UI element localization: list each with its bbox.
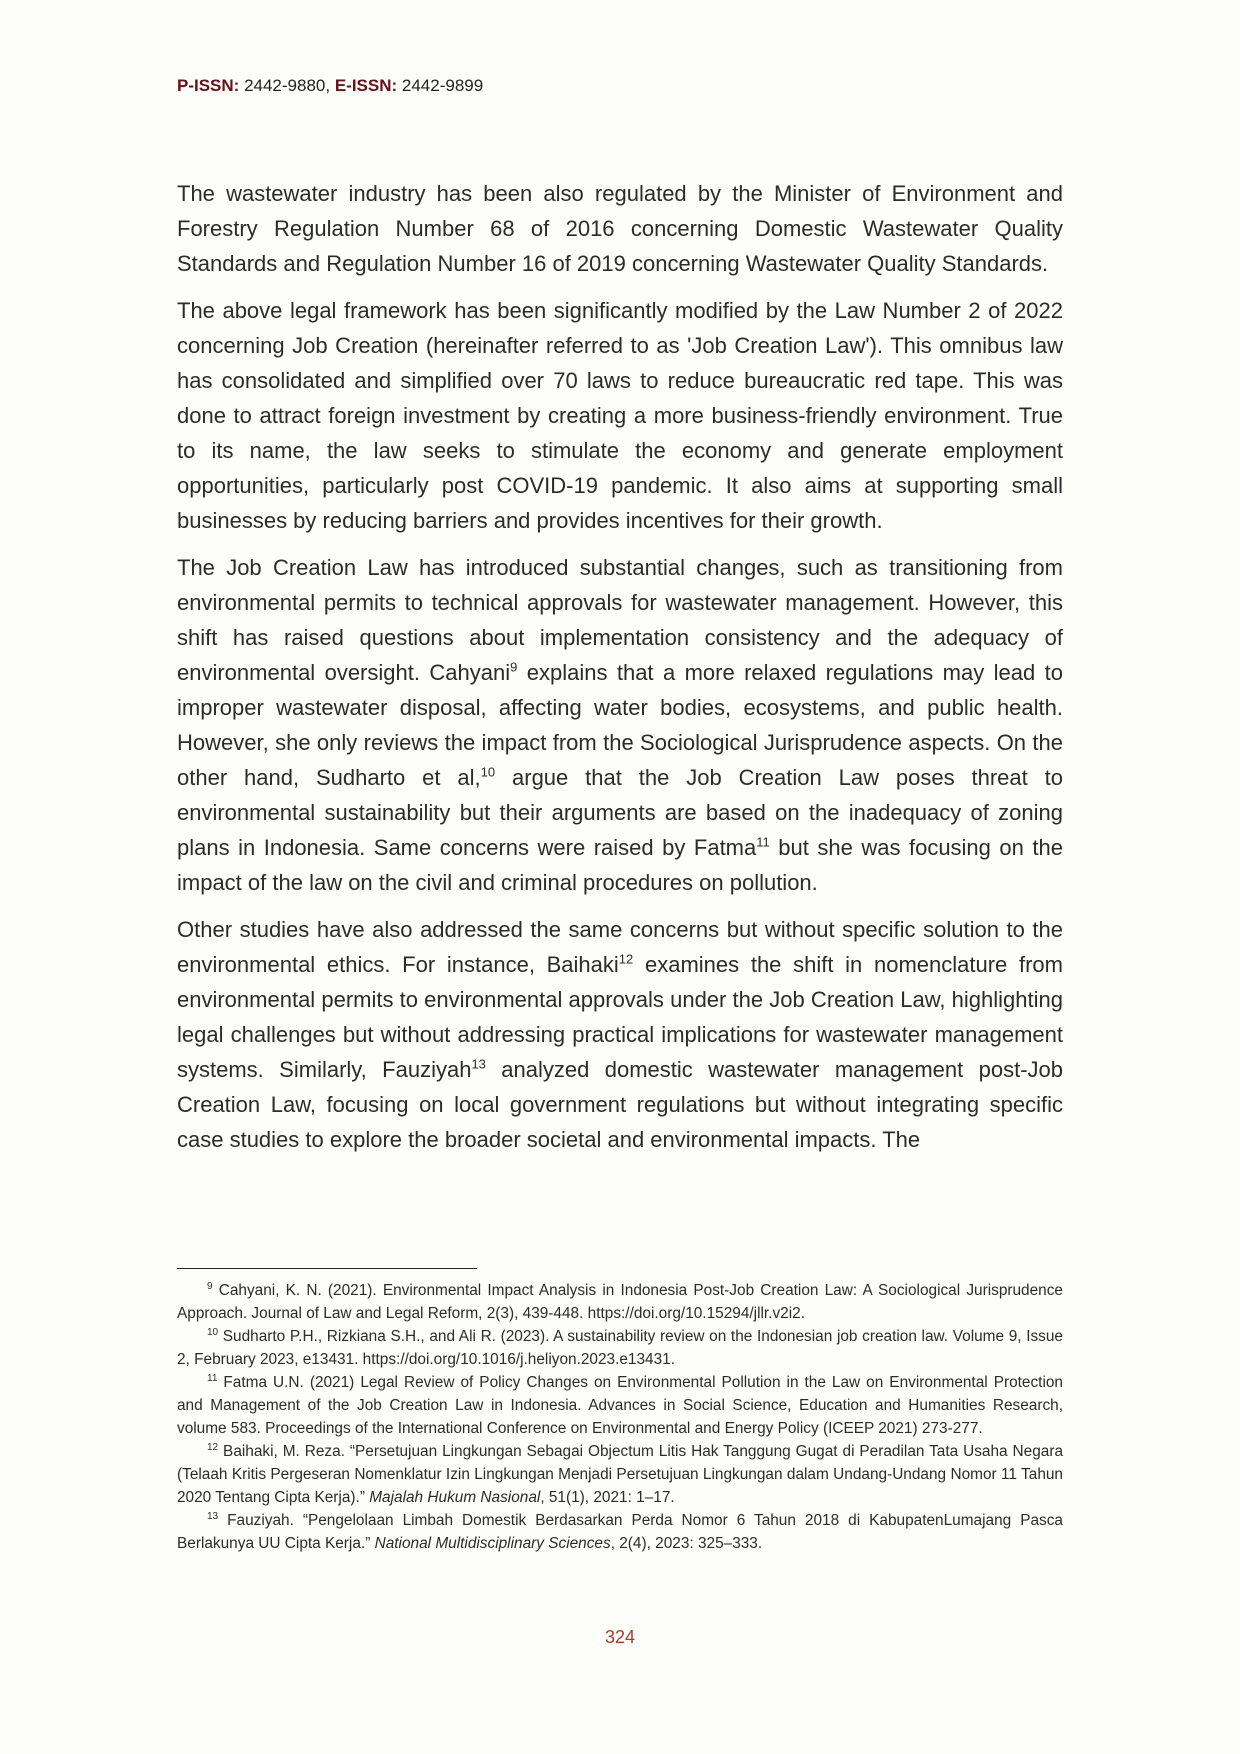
journal-title: National Multidisciplinary Sciences	[374, 1535, 611, 1552]
paragraph-4-part-c: analyzed domestic wastewater management post-Job Creation Law, focusing on local government regulations but without integrating specific case studies to explore the broader societal and environmental impacts. The	[177, 1057, 1064, 1152]
issn-header	[177, 76, 483, 96]
footnote-11	[177, 1371, 1063, 1440]
eissn-value: 2442-9899	[397, 76, 484, 95]
paragraph-3-part-c: argue that the Job Creation Law poses threat to environmental sustainability but their arguments are based on the inadequacy of zoning plans in Indonesia. Same concerns were raised by Fatma	[177, 765, 1063, 860]
footnote-ref-13[interactable]: 13	[471, 1056, 486, 1072]
paragraph-4-part-a: Other studies have also addressed the same concerns but without specific solution to the environmental ethics. For instance, Baihaki	[177, 917, 1063, 977]
footnotes	[177, 1279, 1063, 1555]
paragraph-4	[177, 912, 1063, 1157]
footnote-12	[177, 1440, 1063, 1509]
footnote-text: Fatma U.N. (2021) Legal Review of Policy Changes on Environmental Pollution in the Law on Environmental Protection and Management of the Job Creation Law in Indonesia. Advances in Social Science, Education and Humanities Research, volume 583. Proceedings of the International Conference on Environmental and Energy Policy (ICEEP 2021) 273-277.	[177, 1374, 1063, 1437]
footnote-number: 10	[207, 1326, 219, 1338]
paragraph-3-part-a: The Job Creation Law has introduced substantial changes, such as transitioning from environmental permits to technical approvals for wastewater management. However, this shift has raised questions about implementation consistency and the adequacy of environmental oversight. Cahyani	[177, 555, 1063, 685]
footnote-text: Sudharto P.H., Rizkiana S.H., and Ali R. (2023). A sustainability review on the Indonesian job creation law. Volume 9, Issue 2, February 2023, e13431. https://doi.org/10.1016/j.heliyon.2023.e13431.	[177, 1328, 1063, 1368]
footnote-13	[177, 1509, 1063, 1555]
footnote-number: 9	[207, 1280, 213, 1292]
footnote-tail: , 2(4), 2023: 325–333.	[610, 1535, 763, 1552]
paragraph-3	[177, 550, 1063, 900]
footnote-number: 12	[207, 1441, 219, 1453]
footnote-9	[177, 1279, 1063, 1325]
footnote-text: Baihaki, M. Reza. “Persetujuan Lingkungan Sebagai Objectum Litis Hak Tanggung Gugat di Peradilan Tata Usaha Negara (Telaah Kritis Pergeseran Nomenklatur Izin Lingkungan Menjadi Persetujuan Lingkungan dalam Undang-Undang Nomor 11 Tahun 2020 Tentang Cipta Kerja).”	[177, 1443, 1063, 1506]
paragraph-2: The above legal framework has been significantly modified by the Law Number 2 of 2022 concerning Job Creation (hereinafter referred to as 'Job Creation Law'). This omnibus law has consolidated and simplified over 70 laws to reduce bureaucratic red tape. This was done to attract foreign investment by creating a more business-friendly environment. True to its name, the law seeks to stimulate the economy and generate employment opportunities, particularly post COVID-19 pandemic. It also aims at supporting small businesses by reducing barriers and provides incentives for their growth.	[177, 298, 1063, 533]
footnote-ref-12[interactable]: 12	[618, 951, 634, 967]
pissn-label: P-ISSN:	[177, 76, 240, 95]
eissn-label: E-ISSN:	[334, 76, 398, 95]
footnote-divider	[177, 1268, 477, 1269]
paragraph-3-part-b: explains that a more relaxed regulations may lead to improper wastewater disposal, affecting water bodies, ecosystems, and public health. However, she only reviews the impact from the Sociological Jurisprudence aspects. On the other hand, Sudharto et al,	[177, 660, 1063, 790]
body-text	[177, 176, 1063, 1169]
footnote-text: Fauziyah. “Pengelolaan Limbah Domestik Berdasarkan Perda Nomor 6 Tahun 2018 di KabupatenLumajang Pasca Berlakunya UU Cipta Kerja.”	[177, 1512, 1063, 1552]
footnote-10	[177, 1325, 1063, 1371]
footnote-tail: , 51(1), 2021: 1–17.	[540, 1489, 675, 1506]
footnote-ref-11[interactable]: 11	[756, 834, 770, 850]
footnote-ref-9[interactable]: 9	[510, 659, 518, 675]
paragraph-4-part-b: examines the shift in nomenclature from environmental permits to environmental approvals under the Job Creation Law, highlighting legal challenges but without addressing practical implications for wastewater management systems. Similarly, Fauziyah	[177, 952, 1063, 1082]
footnote-number: 11	[207, 1372, 218, 1384]
footnote-text: Cahyani, K. N. (2021). Environmental Impact Analysis in Indonesia Post-Job Creation Law: A Sociological Jurisprudence Approach. Journal of Law and Legal Reform, 2(3), 439-448. https://doi.org/10.15294/jllr.v2i2.	[177, 1282, 1063, 1322]
page-number: 324	[604, 1627, 636, 1647]
paragraph-1: The wastewater industry has been also regulated by the Minister of Environment and Forestry Regulation Number 68 of 2016 concerning Domestic Wastewater Quality Standards and Regulation Number 16 of 2019 concerning Wastewater Quality Standards.	[177, 181, 1063, 276]
footnote-number: 13	[207, 1510, 219, 1522]
paragraph-3-part-d: but she was focusing on the impact of the law on the civil and criminal procedures on pollution.	[177, 835, 1063, 895]
footnote-ref-10[interactable]: 10	[480, 764, 496, 780]
journal-title: Majalah Hukum Nasional	[369, 1489, 541, 1506]
pissn-value: 2442-9880,	[239, 76, 335, 95]
